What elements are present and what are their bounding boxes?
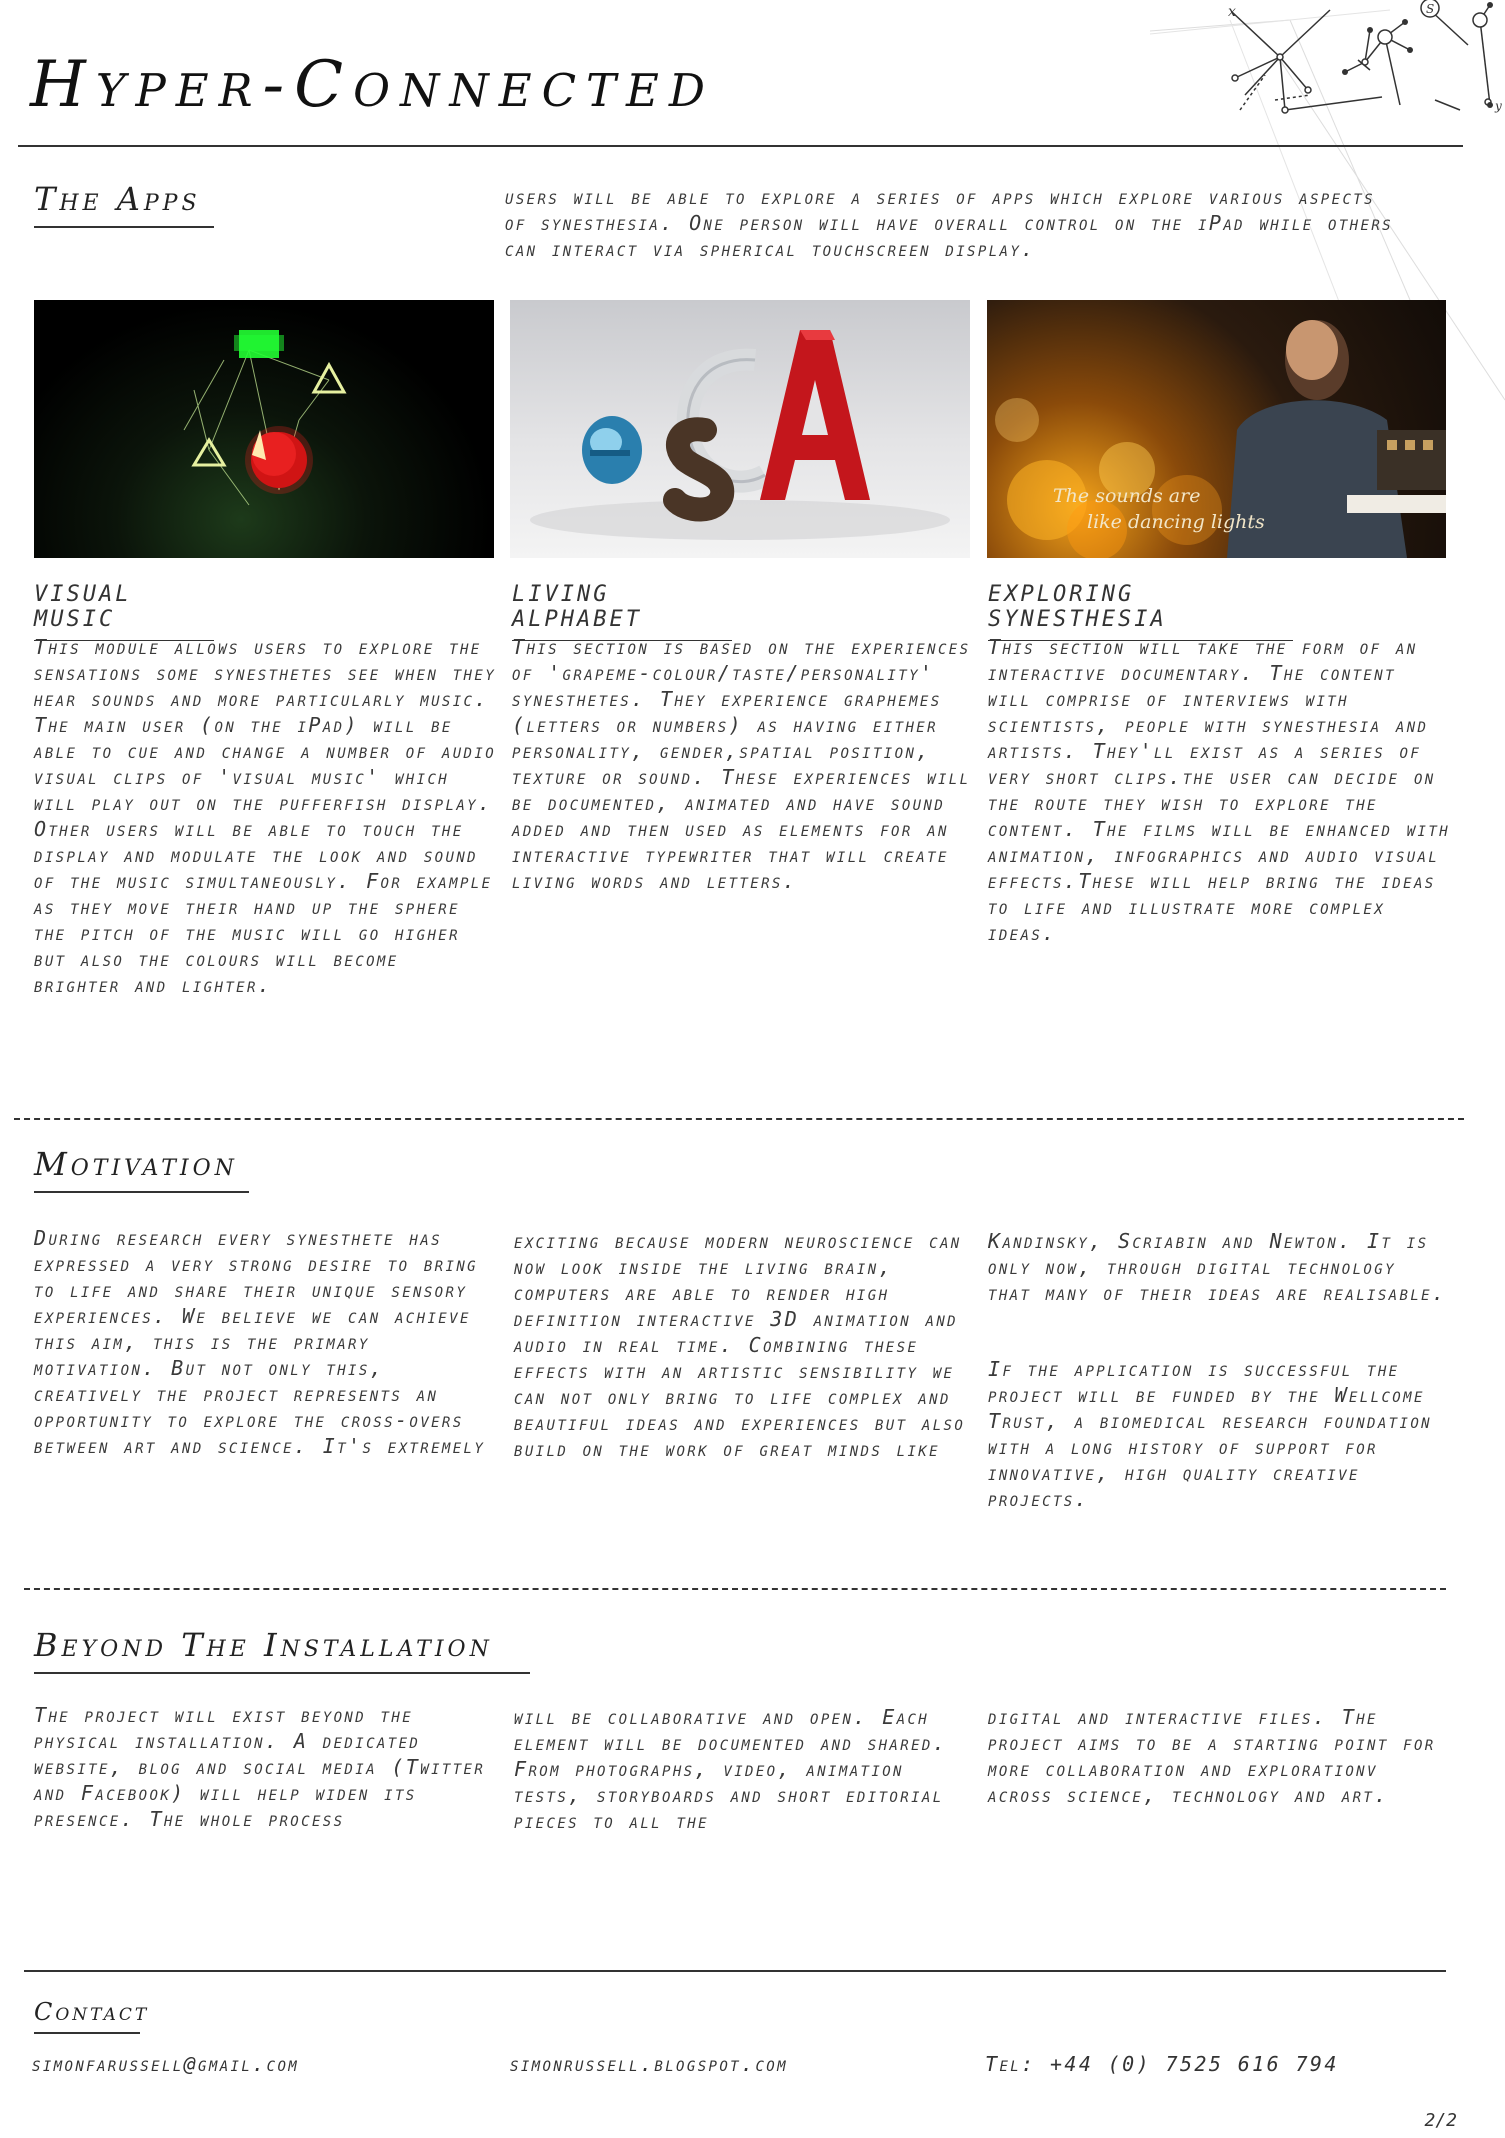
motivation-col2: exciting because modern neuroscience can now look inside the living brain, computers are able to render high definition interactive 3D animation and audio in real time. Combining these effects with an artistic sensibility we can not only bring to life complex and beautiful ideas and experiences but also build on the work of great minds like [514,1229,966,1461]
motivation-heading: Motivation [34,1145,249,1193]
beyond-col1: The project will exist beyond the physical installation. A dedicated website, blog and social media (Twitter and Facebook) will help widen its presence. The whole process [34,1703,486,1831]
apps-intro: users will be able to explore a series of apps which explore various aspects of synesthesia. One person will have overall control on the iPad while others can interact via spherical touchscreen display. [505,185,1393,261]
page-number: 2/2 [1424,2110,1457,2131]
living-alphabet-title: LIVING ALPHABET [512,582,732,641]
living-alphabet-image [510,300,970,558]
visual-music-image [34,300,494,558]
image-caption-line1: The sounds are [1053,485,1201,507]
motivation-col3a: Kandinsky, Scriabin and Newton. It is only now, through digital technology that many of their ideas are realisable. [988,1229,1447,1305]
beyond-col2: will be collaborative and open. Each element will be documented and shared. From photographs, video, animation tests, storyboards and short editorial pieces to all the [514,1705,948,1833]
contact-heading: Contact [34,1998,140,2034]
apps-divider [14,1118,1464,1120]
visual-music-title: VISUAL MUSIC [34,582,214,641]
motivation-col1: During research every synesthete has expressed a very strong desire to bring to life and share their unique sensory experiences. We believe we can achieve this aim, this is the primary motivation. But not only this, creatively the project represents an opportunity to explore the cross-overs between art and science. It's extremely [34,1226,486,1458]
image-caption-line2: like dancing lights [1087,511,1265,533]
living-alphabet-text: This section is based on the experiences of 'grapeme-colour/taste/personality' synesthetes. They experience graphemes (letters or numbers) as having either personality, gender,spatial position, texture or sound. These experiences will be documented, animated and have sound added and then used as elements for an interactive typewriter that will create living words and letters. [512,635,971,893]
contact-phone: Tel: +44 (0) 7525 616 794 [985,2052,1339,2076]
network-label-y: y [1495,99,1502,113]
contact-email[interactable]: simonfarussell@gmail.com [32,2052,300,2076]
header-divider [18,145,1463,147]
beyond-heading: Beyond The Installation [34,1626,530,1674]
motivation-divider [24,1588,1446,1590]
network-label-s: S [1426,2,1435,16]
exploring-synesthesia-title: EXPLORING SYNESTHESIA [988,582,1293,641]
exploring-synesthesia-image [987,300,1446,558]
network-label-x: x [1228,4,1236,20]
beyond-col3: digital and interactive files. The project aims to be a starting point for more collaboration and explorationv across science, technology and art. [988,1705,1436,1807]
contact-blog[interactable]: simonrussell.blogspot.com [510,2052,788,2076]
contact-divider [24,1970,1446,1972]
apps-heading: The Apps [34,180,214,228]
visual-music-text: This module allows users to explore the sensations some synesthetes see when they hear sounds and more particularly music. The main user (on the iPad) will be able to cue and change a number of audio visual clips of 'visual music' which will play out on the pufferfish display. Other users will be able to touch the display and modulate the look and sound of the music simultaneously. For example as they move their hand up the sphere the pitch of the music will go higher but also the colours will become brighter and lighter. [34,635,497,997]
motivation-col3b: If the application is successful the project will be funded by the Wellcome Trust, a biomedical research foundation with a long history of support for innovative, high quality creative projects. [988,1357,1432,1511]
page-title: Hyper-Connected [30,48,715,122]
exploring-synesthesia-text: This section will take the form of an interactive documentary. The content will comprise of interviews with scientists, people with synesthesia and artists. They'll exist as a series of very short clips.the user can decide on the route they wish to explore the content. The films will be enhanced with animation, infographics and audio visual effects.These will help bring the ideas to life and illustrate more complex ideas. [988,635,1451,945]
